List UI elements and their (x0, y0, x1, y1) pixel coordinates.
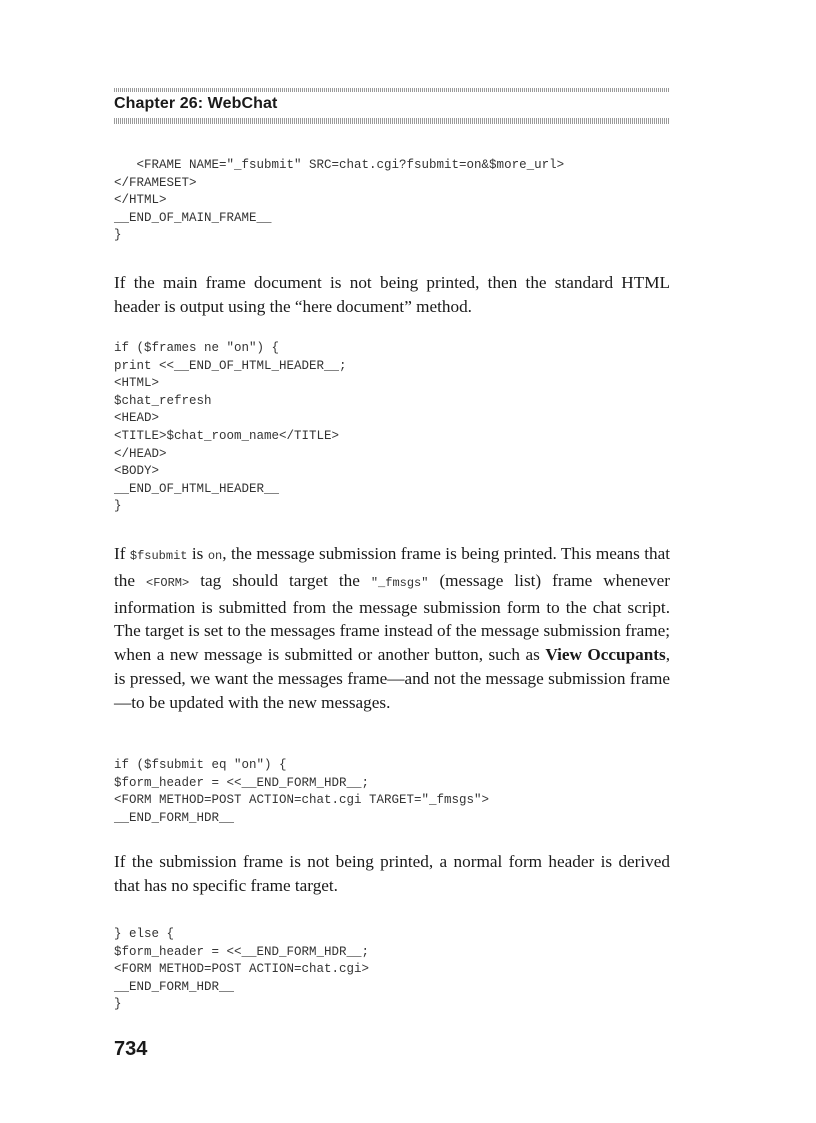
code-line: } (114, 228, 122, 243)
inline-code: "_fmsgs" (370, 575, 429, 590)
text-run: (message list) frame whenever information is submitted from the message submission form to the chat script. The target is set to the messages frame instead of the message submission frame; when a new message is submitted or another button, such as (114, 570, 670, 665)
code-line: <HTML> (114, 376, 160, 391)
header-rule-top (114, 88, 670, 92)
code-block-form-normal (114, 926, 369, 1014)
code-line: } (114, 499, 122, 514)
code-line: </HTML> (114, 193, 167, 208)
code-block-html-header (114, 340, 347, 516)
paragraph-text: If the main frame document is not being printed, then the standard HTML header is output using the “here document” method. (114, 273, 670, 316)
code-line: <TITLE>$chat_room_name</TITLE> (114, 428, 340, 443)
code-line: </FRAMESET> (114, 175, 197, 190)
code-line: <BODY> (114, 464, 160, 479)
paragraph-normal-form-header (114, 850, 670, 898)
code-line: </HEAD> (114, 446, 167, 461)
paragraph-html-header (114, 271, 670, 319)
inline-code: <FORM> (146, 575, 190, 590)
code-line: __END_FORM_HDR__ (114, 979, 235, 994)
code-line: <FRAME NAME="_fsubmit" SRC=chat.cgi?fsubmit=on&$more_url> (114, 158, 565, 172)
code-line: } (114, 997, 122, 1012)
code-line: print <<__END_OF_HTML_HEADER__; (114, 358, 347, 373)
text-run: , is pressed, we want the messages frame—and not the message submission frame—to be updated with the new messages. (114, 645, 671, 712)
chapter-title: Chapter 26: WebChat (114, 95, 278, 112)
header-rule-bottom (114, 118, 670, 124)
code-line: <FORM METHOD=POST ACTION=chat.cgi> (114, 962, 370, 977)
text-run: If (114, 544, 130, 563)
paragraph-fsubmit-target (114, 542, 670, 715)
code-line: __END_OF_MAIN_FRAME__ (114, 210, 272, 225)
page-number: 734 (114, 1038, 148, 1060)
code-line: } else { (114, 927, 175, 941)
code-line: $chat_refresh (114, 393, 212, 408)
code-block-main-frame (114, 157, 564, 245)
text-run: is (187, 544, 208, 563)
code-line: $form_header = <<__END_FORM_HDR__; (114, 775, 370, 790)
code-line: __END_FORM_HDR__ (114, 810, 235, 825)
code-line: <HEAD> (114, 411, 160, 426)
code-line: $form_header = <<__END_FORM_HDR__; (114, 944, 370, 959)
code-line: __END_OF_HTML_HEADER__ (114, 481, 280, 496)
inline-code: on (207, 549, 223, 563)
text-run: tag should target the (189, 570, 371, 590)
button-name-emphasis: View Occupants (545, 645, 666, 665)
code-block-form-target (114, 757, 489, 827)
code-line: if ($frames ne "on") { (114, 341, 280, 355)
code-line: if ($fsubmit eq "on") { (114, 758, 287, 772)
code-line: <FORM METHOD=POST ACTION=chat.cgi TARGET="_fmsgs"> (114, 793, 490, 808)
inline-code: $fsubmit (129, 549, 188, 563)
text-run: , the message submission frame is being printed. This means that the (114, 544, 670, 590)
paragraph-text: If the submission frame is not being printed, a normal form header is derived that has no specific frame target. (114, 852, 670, 895)
